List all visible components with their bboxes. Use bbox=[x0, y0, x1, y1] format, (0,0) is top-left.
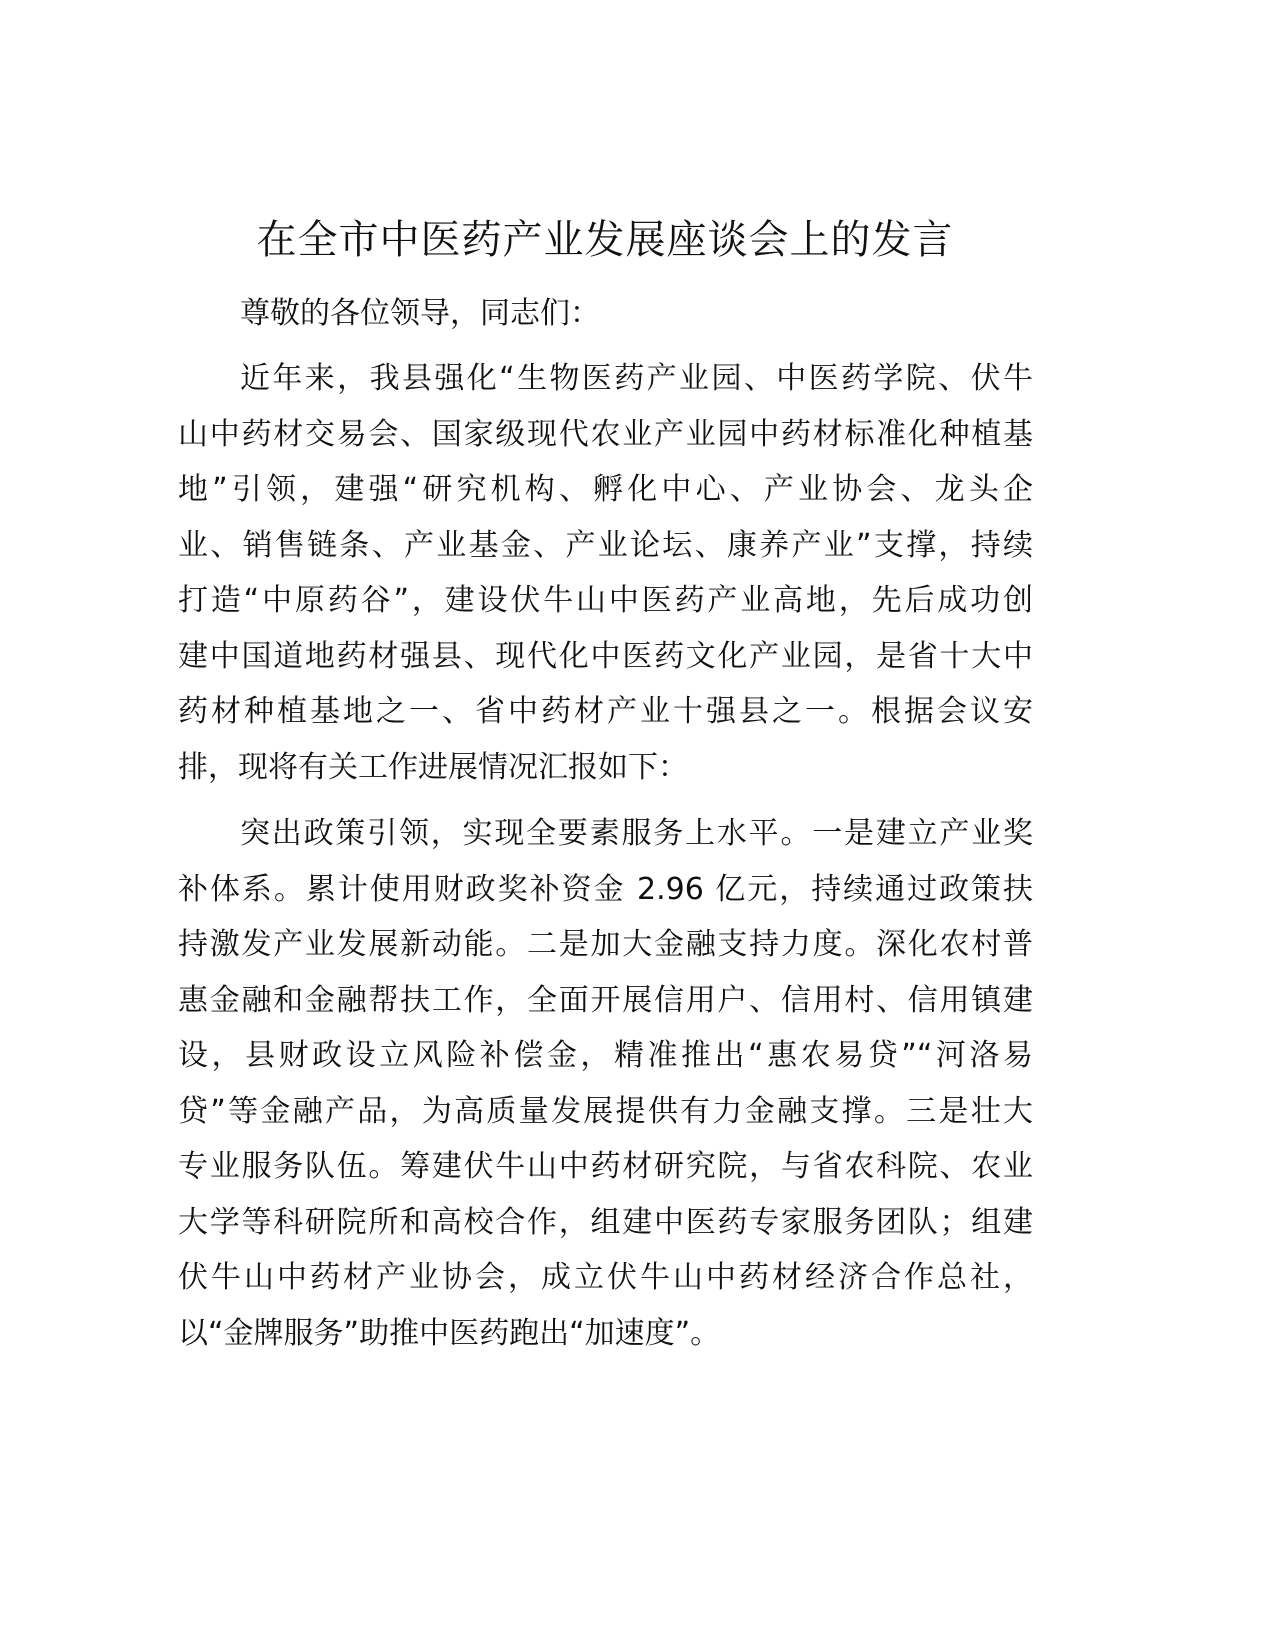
greeting bbox=[178, 286, 1033, 342]
paragraph-line: 业、销售链条、产业基金、产业论坛、康养产业”支撑，持续 bbox=[178, 527, 1033, 563]
paragraph-line: 持激发产业发展新动能。二是加大金融支持力度。深化农村普 bbox=[178, 927, 1033, 962]
paragraph-line: 补体系。累计使用财政奖补资金 2.96 亿元，持续通过政策扶 bbox=[178, 871, 1033, 907]
paragraph-line: 大学等科研院所和高校合作，组建中医药专家服务团队；组建 bbox=[178, 1204, 1033, 1240]
paragraph-line: 地”引领，建强“研究机构、孵化中心、产业协会、龙头企 bbox=[178, 472, 1033, 507]
paragraph-line: 专业服务队伍。筹建伏牛山中药材研究院，与省农科院、农业 bbox=[178, 1149, 1033, 1184]
paragraph-line: 排，现将有关工作进展情况汇报如下： bbox=[178, 749, 688, 785]
paragraph-line: 以“金牌服务”助推中医药跑出“加速度”。 bbox=[178, 1315, 721, 1351]
document-title: 在全市中医药产业发展座谈会上的发言 bbox=[256, 217, 954, 263]
paragraph-line: 设，县财政设立风险补偿金，精准推出“惠农易贷”“河洛易 bbox=[178, 1038, 1033, 1073]
paragraph-line: 近年来，我县强化“生物医药产业园、中医药学院、伏牛 bbox=[240, 361, 1033, 396]
paragraph-line: 贷”等金融产品，为高质量发展提供有力金融支撑。三是壮大 bbox=[178, 1093, 1033, 1129]
paragraph-line: 建中国道地药材强县、现代化中医药文化产业园，是省十大中 bbox=[178, 638, 1033, 674]
paragraph-line: 药材种植基地之一、省中药材产业十强县之一。根据会议安 bbox=[178, 694, 1033, 729]
paragraph-line: 惠金融和金融帮扶工作，全面开展信用户、信用村、信用镇建 bbox=[178, 982, 1033, 1018]
paragraph-policy bbox=[178, 806, 1033, 1361]
paragraph-line: 突出政策引领，实现全要素服务上水平。一是建立产业奖 bbox=[240, 816, 1033, 851]
paragraph-line: 伏牛山中药材产业协会，成立伏牛山中药材经济合作总社， bbox=[178, 1260, 1033, 1295]
paragraph-intro bbox=[178, 351, 1033, 795]
paragraph-line: 打造“中原药谷”，建设伏牛山中医药产业高地，先后成功创 bbox=[178, 583, 1033, 618]
greeting-text: 尊敬的各位领导，同志们： bbox=[240, 296, 600, 331]
paragraph-line: 山中药材交易会、国家级现代农业产业园中药材标准化种植基 bbox=[178, 416, 1033, 452]
